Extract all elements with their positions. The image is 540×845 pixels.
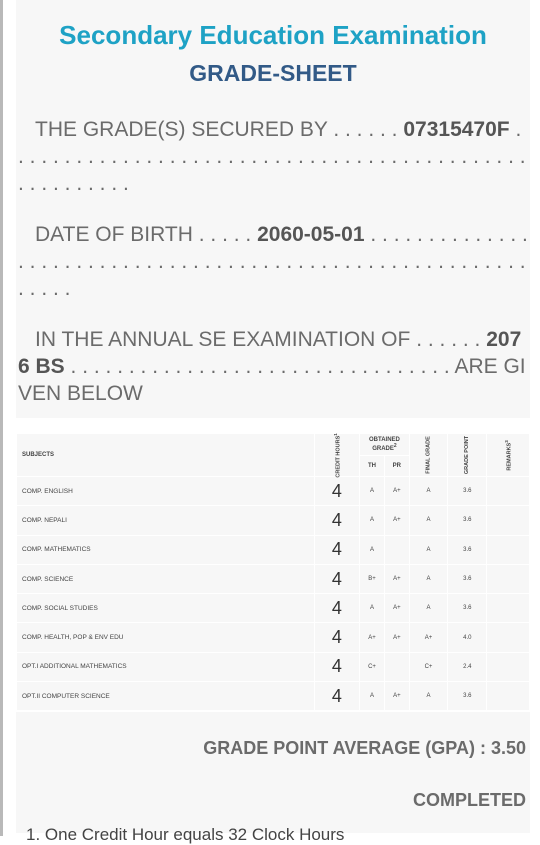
grade-point-cell: 3.6 <box>448 477 487 506</box>
credit-hours-cell: 4 <box>314 535 359 564</box>
symbol-number: 07315470F <box>403 118 510 141</box>
grade-sheet-subtitle: GRADE-SHEET <box>189 60 357 86</box>
final-grade-cell: A+ <box>409 623 447 652</box>
credit-hour-footnote: 1. One Credit Hour equals 32 Clock Hours <box>26 825 345 844</box>
grade-point-cell: 3.6 <box>448 682 487 711</box>
grade-point-cell: 3.6 <box>448 564 487 593</box>
remarks-header: REMARKS$^3$ <box>487 434 530 477</box>
th-grade-cell: A <box>360 506 385 535</box>
th-grade-cell: A <box>360 682 385 711</box>
completion-status: COMPLETED <box>412 790 526 810</box>
secured-by-label: THE GRADE(S) SECURED BY <box>35 118 328 141</box>
remarks-cell <box>487 535 530 564</box>
subject-cell: COMP. NEPALI <box>17 506 315 535</box>
pr-grade-cell: A+ <box>384 477 409 506</box>
subject-cell: COMP. MATHEMATICS <box>17 535 315 564</box>
subject-cell: OPT.II COMPUTER SCIENCE <box>17 682 315 711</box>
grade-point-cell: 3.6 <box>448 594 487 623</box>
th-grade-cell: B+ <box>360 564 385 593</box>
exam-label: IN THE ANNUAL SE EXAMINATION OF <box>35 328 411 351</box>
given-below-text: ARE GIVEN BELOW <box>18 355 526 405</box>
credit-hours-cell: 4 <box>314 652 359 681</box>
table-row <box>17 652 530 681</box>
table-row <box>17 594 530 623</box>
exam-paragraph: IN THE ANNUAL SE EXAMINATION OF . . . . . . 2076 BS . . . . . . . . . . . . . . . . . . . . . . . . . . . . . . . . . ARE GIVEN BELOW <box>18 328 526 405</box>
credit-hours-cell: 4 <box>314 564 359 593</box>
remarks-cell <box>487 594 530 623</box>
table-row <box>17 623 530 652</box>
table-row <box>17 682 530 711</box>
th-grade-cell: A <box>360 477 385 506</box>
page-title: Secondary Education Examination <box>59 20 487 50</box>
grade-point-header: GRADE POINT <box>448 434 487 477</box>
credit-hours-cell: 4 <box>314 594 359 623</box>
final-grade-cell: A <box>409 506 447 535</box>
grade-table <box>16 433 530 711</box>
table-row <box>17 564 530 593</box>
pr-grade-cell <box>384 652 409 681</box>
pr-grade-cell: A+ <box>384 594 409 623</box>
remarks-cell <box>487 506 530 535</box>
subjects-header: SUBJECTS <box>17 434 315 477</box>
date-of-birth: 2060-05-01 <box>257 223 365 246</box>
pr-grade-cell <box>384 535 409 564</box>
table-row <box>17 477 530 506</box>
final-grade-cell: A <box>409 564 447 593</box>
table-row <box>17 535 530 564</box>
pr-header: PR <box>384 456 409 477</box>
subject-cell: OPT.I ADDITIONAL MATHEMATICS <box>17 652 315 681</box>
credit-hours-header: CREDIT HOURS$^1$ <box>314 434 359 477</box>
remarks-cell <box>487 477 530 506</box>
final-grade-cell: A <box>409 682 447 711</box>
grade-point-cell: 2.4 <box>448 652 487 681</box>
pr-grade-cell: A+ <box>384 682 409 711</box>
pr-grade-cell: A+ <box>384 506 409 535</box>
final-grade-header: FINAL GRADE <box>409 434 447 477</box>
obtained-grade-header: OBTAINED GRADE$^2$ <box>360 434 410 456</box>
table-row <box>17 506 530 535</box>
subject-cell: COMP. SOCIAL STUDIES <box>17 594 315 623</box>
dob-paragraph: DATE OF BIRTH . . . . . 2060-05-01 . . . . . . . . . . . . . . . . . . . . . . . . . . . . . . . . . . . . . . . . . . . . . . . . . . . . . . . . . . . . . . . <box>18 223 528 300</box>
final-grade-cell: C+ <box>409 652 447 681</box>
remarks-cell <box>487 623 530 652</box>
dob-label: DATE OF BIRTH <box>35 223 193 246</box>
final-grade-cell: A <box>409 477 447 506</box>
subject-cell: COMP. SCIENCE <box>17 564 315 593</box>
th-grade-cell: A <box>360 594 385 623</box>
final-grade-cell: A <box>409 535 447 564</box>
th-header: TH <box>360 456 385 477</box>
th-grade-cell: A <box>360 535 385 564</box>
th-grade-cell: C+ <box>360 652 385 681</box>
pr-grade-cell: A+ <box>384 564 409 593</box>
grade-point-cell: 3.6 <box>448 535 487 564</box>
remarks-cell <box>487 652 530 681</box>
exam-year: 2076 BS <box>18 328 522 378</box>
credit-hours-cell: 4 <box>314 623 359 652</box>
credit-hours-cell: 4 <box>314 477 359 506</box>
subject-cell: COMP. ENGLISH <box>17 477 315 506</box>
final-grade-cell: A <box>409 594 447 623</box>
th-grade-cell: A+ <box>360 623 385 652</box>
remarks-cell <box>487 564 530 593</box>
remarks-cell <box>487 682 530 711</box>
left-border <box>0 0 3 836</box>
pr-grade-cell: A+ <box>384 623 409 652</box>
credit-hours-cell: 4 <box>314 682 359 711</box>
secured-by-paragraph: THE GRADE(S) SECURED BY . . . . . . 07315470F . . . . . . . . . . . . . . . . . . . . . . . . . . . . . . . . . . . . . . . . . . . . . . . . . . . . . . . <box>18 118 526 195</box>
grade-point-cell: 3.6 <box>448 506 487 535</box>
credit-hours-cell: 4 <box>314 506 359 535</box>
grade-point-cell: 4.0 <box>448 623 487 652</box>
certificate-header-card <box>16 0 530 418</box>
summary-card <box>16 712 530 844</box>
subject-cell: COMP. HEALTH, POP & ENV EDU <box>17 623 315 652</box>
gpa-text: GRADE POINT AVERAGE (GPA) : 3.50 <box>203 738 526 758</box>
